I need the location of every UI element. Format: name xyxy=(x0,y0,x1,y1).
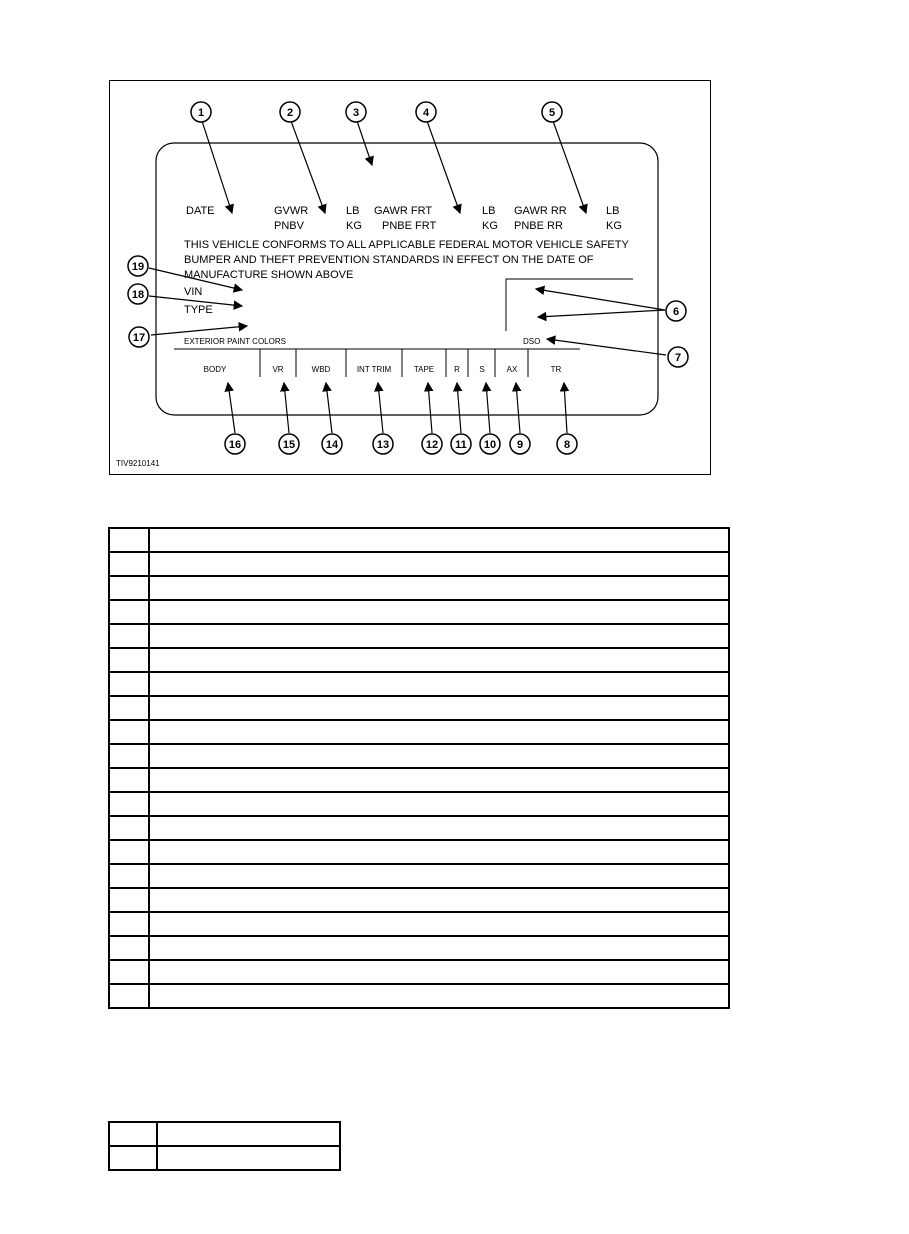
table-row xyxy=(109,672,729,696)
label-diagram xyxy=(109,80,711,475)
table-cell-number xyxy=(109,840,149,864)
table-cell-description xyxy=(149,984,729,1008)
callout-15 xyxy=(279,434,299,454)
bar-code-area-bracket xyxy=(506,279,633,331)
table-cell-description xyxy=(149,600,729,624)
table-cell-description xyxy=(149,840,729,864)
table-row xyxy=(109,768,729,792)
table-cell-description xyxy=(157,1146,340,1170)
svg-text:16: 16 xyxy=(228,439,242,451)
label-pnbv: PNBV xyxy=(274,220,304,232)
conformity-statement-line-1: THIS VEHICLE CONFORMS TO ALL APPLICABLE FEDERAL MOTOR VEHICLE SAFETY xyxy=(184,239,629,251)
label-dso: DSO xyxy=(523,337,541,346)
table-cell-number xyxy=(109,888,149,912)
code-wbd: WBD xyxy=(311,365,331,374)
table-cell-number xyxy=(109,792,149,816)
code-s: S xyxy=(479,365,485,374)
figure-id-label: TIV9210141 xyxy=(116,459,160,468)
label-exterior-paint-colors: EXTERIOR PAINT COLORS xyxy=(184,337,286,346)
svg-text:11: 11 xyxy=(455,439,467,451)
code-tape: TAPE xyxy=(413,365,435,374)
table-cell-description xyxy=(149,912,729,936)
table-row xyxy=(109,552,729,576)
callout-11 xyxy=(451,434,471,454)
table-cell-description xyxy=(149,792,729,816)
table-cell-description xyxy=(149,720,729,744)
table-cell-description xyxy=(149,672,729,696)
callout-5 xyxy=(542,102,562,122)
table-cell-description xyxy=(149,864,729,888)
callout-1 xyxy=(191,102,211,122)
svg-text:10: 10 xyxy=(483,439,497,451)
label-kg-1: KG xyxy=(346,220,362,232)
table-row xyxy=(109,528,729,552)
table-cell-number xyxy=(109,1122,157,1146)
svg-text:4: 4 xyxy=(422,107,430,119)
table-cell-description xyxy=(149,552,729,576)
table-cell-number xyxy=(109,624,149,648)
label-vin: VIN xyxy=(184,286,203,298)
table-cell-number xyxy=(109,648,149,672)
table-cell-description xyxy=(149,768,729,792)
table-row xyxy=(109,792,729,816)
table-cell-description xyxy=(149,528,729,552)
label-pnbe-frt: PNBE FRT xyxy=(382,220,437,232)
code-body: BODY xyxy=(203,365,227,374)
label-kg-2: KG xyxy=(482,220,498,232)
conformity-statement-line-3: MANUFACTURE SHOWN ABOVE xyxy=(184,269,354,281)
code-boxes xyxy=(260,349,528,377)
table-cell-description xyxy=(149,744,729,768)
callout-7 xyxy=(668,347,688,367)
svg-text:19: 19 xyxy=(131,261,145,273)
table-cell-number xyxy=(109,576,149,600)
table-cell-number xyxy=(109,960,149,984)
svg-text:8: 8 xyxy=(563,439,571,451)
table-cell-description xyxy=(149,888,729,912)
label-gawr-frt: GAWR FRT xyxy=(374,205,433,217)
table-row xyxy=(109,1122,340,1146)
table-cell-description xyxy=(149,624,729,648)
label-pnbe-rr: PNBE RR xyxy=(514,220,563,232)
table-row xyxy=(109,912,729,936)
table-cell-number xyxy=(109,528,149,552)
svg-text:7: 7 xyxy=(674,352,682,364)
table-cell-number xyxy=(109,600,149,624)
callout-3 xyxy=(346,102,366,122)
table-cell-description xyxy=(149,960,729,984)
callout-8 xyxy=(557,434,577,454)
label-diagram-svg xyxy=(110,81,710,474)
callout-18 xyxy=(128,284,148,304)
svg-text:15: 15 xyxy=(282,439,296,451)
label-lb-3: LB xyxy=(606,205,620,217)
svg-text:6: 6 xyxy=(672,306,680,318)
table-cell-number xyxy=(109,1146,157,1170)
secondary-table xyxy=(108,1121,341,1171)
callout-12 xyxy=(422,434,442,454)
table-row xyxy=(109,720,729,744)
table-cell-number xyxy=(109,768,149,792)
code-r: R xyxy=(454,365,460,374)
svg-text:9: 9 xyxy=(516,439,524,451)
code-tr: TR xyxy=(550,365,562,374)
svg-text:18: 18 xyxy=(131,289,145,301)
table-cell-number xyxy=(109,864,149,888)
label-gvwr: GVWR xyxy=(274,205,309,217)
callout-4 xyxy=(416,102,436,122)
table-cell-number xyxy=(109,744,149,768)
table-row xyxy=(109,600,729,624)
table-row xyxy=(109,1146,340,1170)
table-cell-description xyxy=(149,648,729,672)
svg-text:1: 1 xyxy=(197,107,205,119)
svg-text:14: 14 xyxy=(325,439,339,451)
svg-text:13: 13 xyxy=(376,439,390,451)
table-row xyxy=(109,936,729,960)
label-type: TYPE xyxy=(184,304,213,316)
svg-text:17: 17 xyxy=(132,332,146,344)
table-cell-description xyxy=(149,696,729,720)
table-cell-number xyxy=(109,696,149,720)
label-lb-2: LB xyxy=(482,205,496,217)
callout-14 xyxy=(322,434,342,454)
code-int-trim: INT TRIM xyxy=(356,365,392,374)
table-cell-number xyxy=(109,720,149,744)
callout-17 xyxy=(129,327,149,347)
table-cell-number xyxy=(109,936,149,960)
label-gawr-rr: GAWR RR xyxy=(514,205,567,217)
table-cell-number xyxy=(109,552,149,576)
table-cell-number xyxy=(109,672,149,696)
svg-text:5: 5 xyxy=(548,107,556,119)
callout-13 xyxy=(373,434,393,454)
label-date: DATE xyxy=(186,205,215,217)
table-row xyxy=(109,696,729,720)
table-row xyxy=(109,960,729,984)
code-vr: VR xyxy=(272,365,284,374)
callout-6 xyxy=(666,301,686,321)
table-cell-number xyxy=(109,912,149,936)
svg-text:2: 2 xyxy=(286,107,294,119)
table-row xyxy=(109,888,729,912)
table-row xyxy=(109,648,729,672)
table-row xyxy=(109,576,729,600)
table-cell-description xyxy=(149,576,729,600)
callout-legend-table xyxy=(108,527,730,1009)
table-cell-description xyxy=(149,936,729,960)
callout-2 xyxy=(280,102,300,122)
table-cell-description xyxy=(149,816,729,840)
table-cell-description xyxy=(157,1122,340,1146)
table-row xyxy=(109,816,729,840)
label-lb-1: LB xyxy=(346,205,360,217)
table-row xyxy=(109,840,729,864)
table-row xyxy=(109,984,729,1008)
callout-9 xyxy=(510,434,530,454)
table-cell-number xyxy=(109,816,149,840)
table-row xyxy=(109,744,729,768)
callout-10 xyxy=(480,434,500,454)
table-row xyxy=(109,624,729,648)
code-ax: AX xyxy=(506,365,518,374)
svg-text:3: 3 xyxy=(352,107,360,119)
callout-16 xyxy=(225,434,245,454)
svg-text:12: 12 xyxy=(425,439,439,451)
table-cell-number xyxy=(109,984,149,1008)
table-row xyxy=(109,864,729,888)
conformity-statement-line-2: BUMPER AND THEFT PREVENTION STANDARDS IN EFFECT ON THE DATE OF xyxy=(184,254,594,266)
callout-19 xyxy=(128,256,148,276)
label-kg-3: KG xyxy=(606,220,622,232)
